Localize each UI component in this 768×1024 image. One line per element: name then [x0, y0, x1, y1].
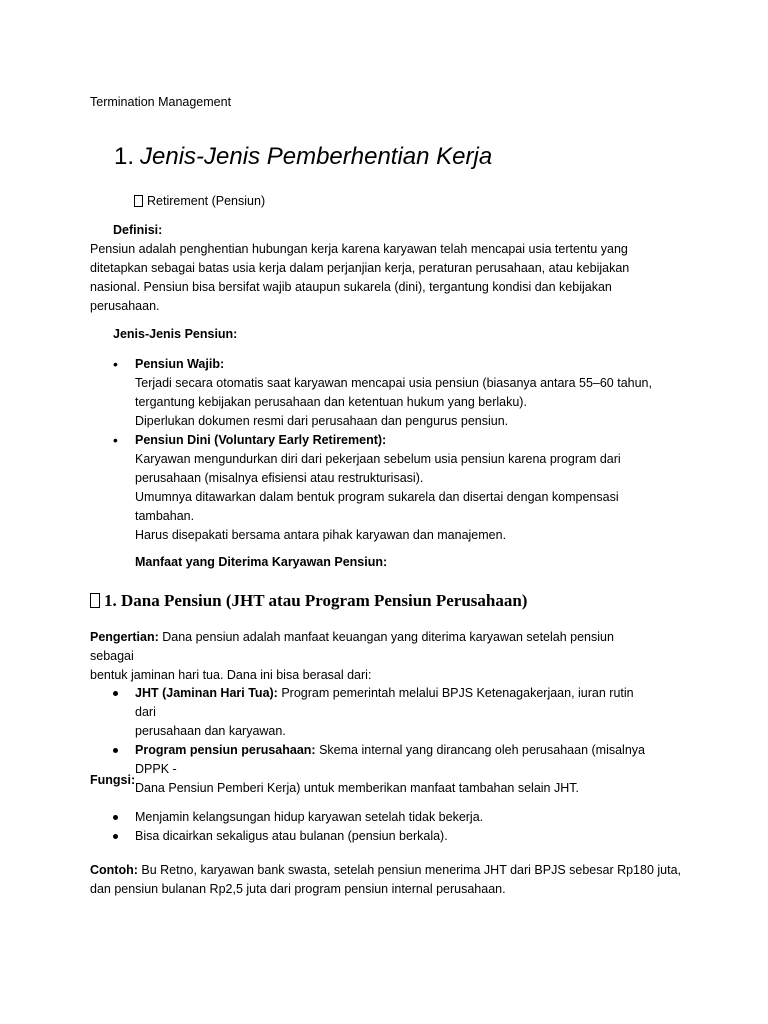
pengertian-label: Pengertian:	[90, 630, 159, 644]
list-item-line: Diperlukan dokumen resmi dari perusahaan dan pengurus pensiun.	[135, 414, 509, 428]
bullet-icon	[113, 815, 118, 820]
list-item-line: tergantung kebijakan perusahaan dan ketentuan hukum yang berlaku).	[135, 395, 527, 409]
definisi-line: perusahaan.	[90, 299, 160, 313]
contoh-label: Contoh:	[90, 863, 138, 877]
list-item-title: Pensiun Dini (Voluntary Early Retirement):	[135, 433, 387, 447]
bullet-icon	[113, 748, 118, 753]
list-item-line: Terjadi secara otomatis saat karyawan mencapai usia pensiun (biasanya antara 55–60 tahun,	[135, 376, 652, 390]
bullet-icon	[113, 691, 118, 696]
dana-list	[113, 684, 653, 798]
jenis-label: Jenis-Jenis Pensiun:	[113, 327, 238, 341]
list-item-line: Umumnya ditawarkan dalam bentuk program sukarela dan disertai dengan kompensasi	[135, 490, 619, 504]
section-number: 1.	[114, 143, 135, 170]
list-item-title: Pensiun Wajib:	[135, 357, 225, 371]
bullet-icon	[113, 834, 118, 839]
definisi-paragraph	[90, 240, 650, 316]
fungsi-label: Fungsi:	[90, 773, 136, 787]
section-heading-2: 1. Dana Pensiun (JHT atau Program Pensiun Perusahaan)	[90, 589, 527, 613]
retirement-label: Retirement (Pensiun)	[134, 192, 265, 211]
missing-glyph-icon	[134, 195, 143, 207]
definisi-label: Definisi:	[113, 223, 163, 237]
bullet-icon: •	[113, 432, 118, 448]
list-item	[113, 355, 653, 431]
fungsi-list	[113, 808, 653, 846]
list-item: Bisa dicairkan sekaligus atau bulanan (pensiun berkala).	[113, 827, 653, 846]
section-heading-1	[114, 140, 492, 174]
contoh-paragraph: Contoh: Bu Retno, karyawan bank swasta, setelah pensiun menerima JHT dari BPJS sebesar Rp180 juta, dan pensiun bulanan Rp2,5 juta dari program pensiun internal perusahaan.	[90, 863, 682, 896]
definisi-line: nasional. Pensiun bisa bersifat wajib ataupun sukarela (dini), tergantung kondisi dan kebijakan	[90, 280, 612, 294]
list-item: JHT (Jaminan Hari Tua): Program pemerintah melalui BPJS Ketenagakerjaan, iuran rutin dari perusahaan dan karyawan.	[113, 684, 653, 741]
section-title: Jenis-Jenis Pemberhentian Kerja	[140, 143, 493, 170]
list-item-line: perusahaan (misalnya efisiensi atau restrukturisasi).	[135, 471, 424, 485]
list-item-line: tambahan.	[135, 509, 195, 523]
list-item: Menjamin kelangsungan hidup karyawan setelah tidak bekerja.	[113, 808, 653, 827]
missing-glyph-icon	[90, 593, 100, 608]
pengertian-paragraph: Pengertian: Dana pensiun adalah manfaat keuangan yang diterima karyawan setelah pensiun sebagai bentuk jaminan hari tua. Dana ini bisa berasal dari:	[90, 630, 614, 682]
definisi-line: ditetapkan sebagai batas usia kerja dalam perjanjian kerja, peraturan perusahaan, atau kebijakan	[90, 261, 630, 275]
definisi-line: Pensiun adalah penghentian hubungan kerja karena karyawan telah mencapai usia tertentu yang	[90, 242, 628, 256]
list-item	[113, 431, 653, 545]
list-item-line: Harus disepakati bersama antara pihak karyawan dan manajemen.	[135, 528, 507, 542]
bullet-icon: •	[113, 356, 118, 372]
document-header: Termination Management	[90, 95, 232, 109]
list-item-line: Karyawan mengundurkan diri dari pekerjaan sebelum usia pensiun karena program dari	[135, 452, 621, 466]
list-item: Program pensiun perusahaan: Skema internal yang dirancang oleh perusahaan (misalnya DPPK - Dana Pensiun Pemberi Kerja) untuk memberikan manfaat tambahan selain JHT.	[113, 741, 653, 798]
manfaat-label: Manfaat yang Diterima Karyawan Pensiun:	[135, 555, 388, 569]
jenis-list	[113, 355, 653, 545]
